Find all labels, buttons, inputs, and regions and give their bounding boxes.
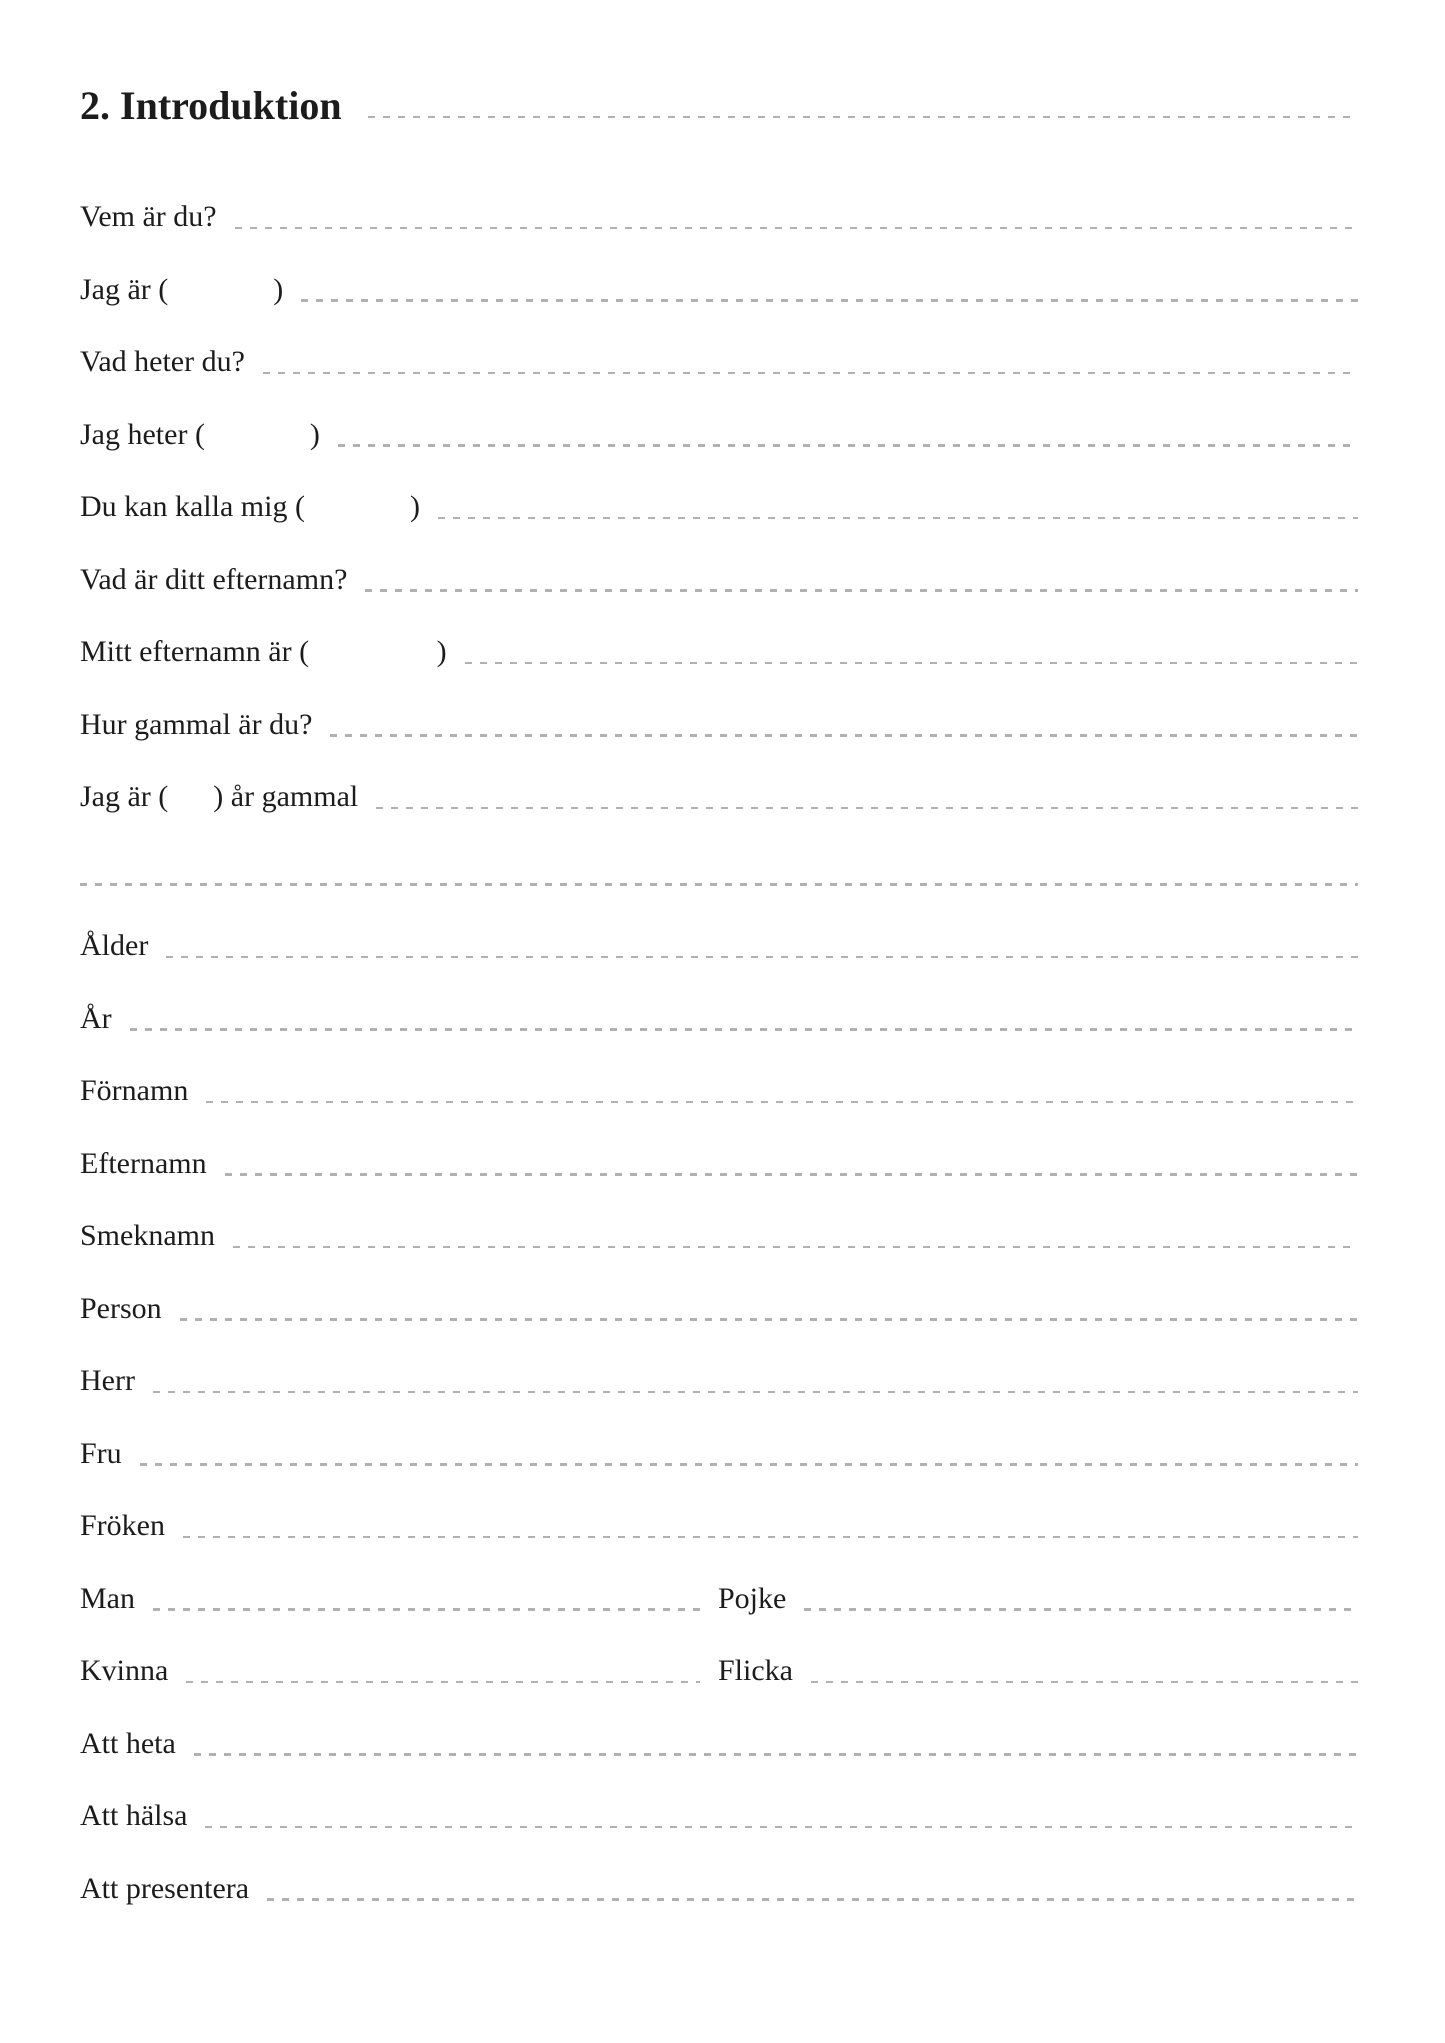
fill-in-line: [301, 299, 1358, 302]
vocab-row: [80, 1327, 1358, 1400]
phrase-label: Jag är ( ) år gammal: [80, 780, 359, 813]
vocab-row: [80, 964, 1358, 1037]
fill-in-line: [438, 517, 1358, 520]
phrase-row: [80, 308, 1358, 381]
phrase-label: Jag är ( ): [80, 272, 284, 306]
left-column: [80, 1653, 700, 1689]
phrase-row: [80, 453, 1358, 526]
fill-in-line: [183, 1536, 1358, 1539]
left-column: [80, 1581, 700, 1617]
vocab-label: Att hälsa: [80, 1799, 188, 1832]
phrase-row: [80, 525, 1358, 598]
fill-in-line: [130, 1028, 1358, 1031]
phrase-row: [80, 163, 1358, 236]
vocab-row: [80, 1254, 1358, 1327]
vocab-row: [80, 1109, 1358, 1182]
fill-in-line: [365, 589, 1358, 592]
fill-in-line: [186, 1681, 700, 1684]
vocab-row: [80, 1037, 1358, 1110]
phrase-row: [80, 598, 1358, 671]
vocab-label: Person: [80, 1291, 162, 1325]
vocab-label: Att heta: [80, 1726, 176, 1760]
vocab-label: Efternamn: [80, 1146, 207, 1180]
page-title: 2. Introduktion: [80, 83, 342, 128]
worksheet-rows: [80, 163, 1358, 1907]
fill-in-line: [376, 807, 1358, 810]
vocab-row: [80, 1472, 1358, 1545]
fill-in-line: [263, 372, 1358, 375]
vocab-row: [80, 1182, 1358, 1255]
vocab-label: Fröken: [80, 1509, 165, 1542]
vocab-row: [80, 1399, 1358, 1472]
vocab-row: [80, 1834, 1358, 1907]
vocab-label: Kvinna: [80, 1654, 169, 1687]
fill-in-line: [180, 1318, 1358, 1321]
phrase-row: [80, 743, 1358, 816]
fill-in-line: [166, 956, 1358, 959]
fill-in-line: [338, 444, 1358, 447]
fill-in-line: [194, 1753, 1358, 1756]
vocab-label: Smeknamn: [80, 1219, 215, 1252]
vocab-label: År: [80, 1001, 112, 1035]
vocab-label: Ålder: [80, 929, 149, 962]
vocab-label: Pojke: [718, 1581, 787, 1615]
fill-in-line: [140, 1463, 1358, 1466]
fill-in-line: [225, 1173, 1358, 1176]
phrase-label: Mitt efternamn är ( ): [80, 635, 447, 668]
vocab-row-two-column: [80, 1617, 1358, 1690]
vocab-row-two-column: [80, 1544, 1358, 1617]
vocab-label: Förnamn: [80, 1074, 189, 1107]
fill-in-line: [206, 1101, 1358, 1104]
fill-in-line: [330, 734, 1358, 737]
vocab-label: Flicka: [718, 1654, 793, 1687]
phrase-row: [80, 380, 1358, 453]
phrase-label: Vad är ditt efternamn?: [80, 562, 348, 596]
fill-in-line: [811, 1681, 1358, 1684]
fill-in-line: [267, 1898, 1358, 1901]
vocab-label: Fru: [80, 1436, 122, 1470]
fill-in-line: [233, 1246, 1358, 1249]
heading-dotted-line: [368, 116, 1358, 119]
vocab-row: [80, 892, 1358, 965]
phrase-label: Hur gammal är du?: [80, 707, 313, 741]
vocab-label: Man: [80, 1581, 135, 1615]
vocab-row: [80, 1762, 1358, 1835]
phrase-row: [80, 670, 1358, 743]
phrase-label: Jag heter ( ): [80, 417, 320, 451]
worksheet-page: [80, 0, 1358, 1907]
fill-in-line: [153, 1391, 1358, 1394]
fill-in-line: [804, 1608, 1358, 1611]
fill-in-line: [205, 1826, 1358, 1829]
fill-in-line: [153, 1608, 700, 1611]
vocab-label: Herr: [80, 1364, 135, 1397]
phrase-label: Du kan kalla mig ( ): [80, 490, 420, 523]
fill-in-line: [465, 662, 1358, 665]
section-heading-row: [80, 0, 1358, 126]
fill-in-line: [235, 227, 1358, 230]
separator-dotted-line: [80, 883, 1358, 886]
phrase-label: Vad heter du?: [80, 345, 245, 378]
phrase-row: [80, 235, 1358, 308]
vocab-row: [80, 1689, 1358, 1762]
vocab-label: Att presentera: [80, 1871, 250, 1905]
phrase-label: Vem är du?: [80, 200, 217, 233]
separator-row: [80, 819, 1358, 892]
